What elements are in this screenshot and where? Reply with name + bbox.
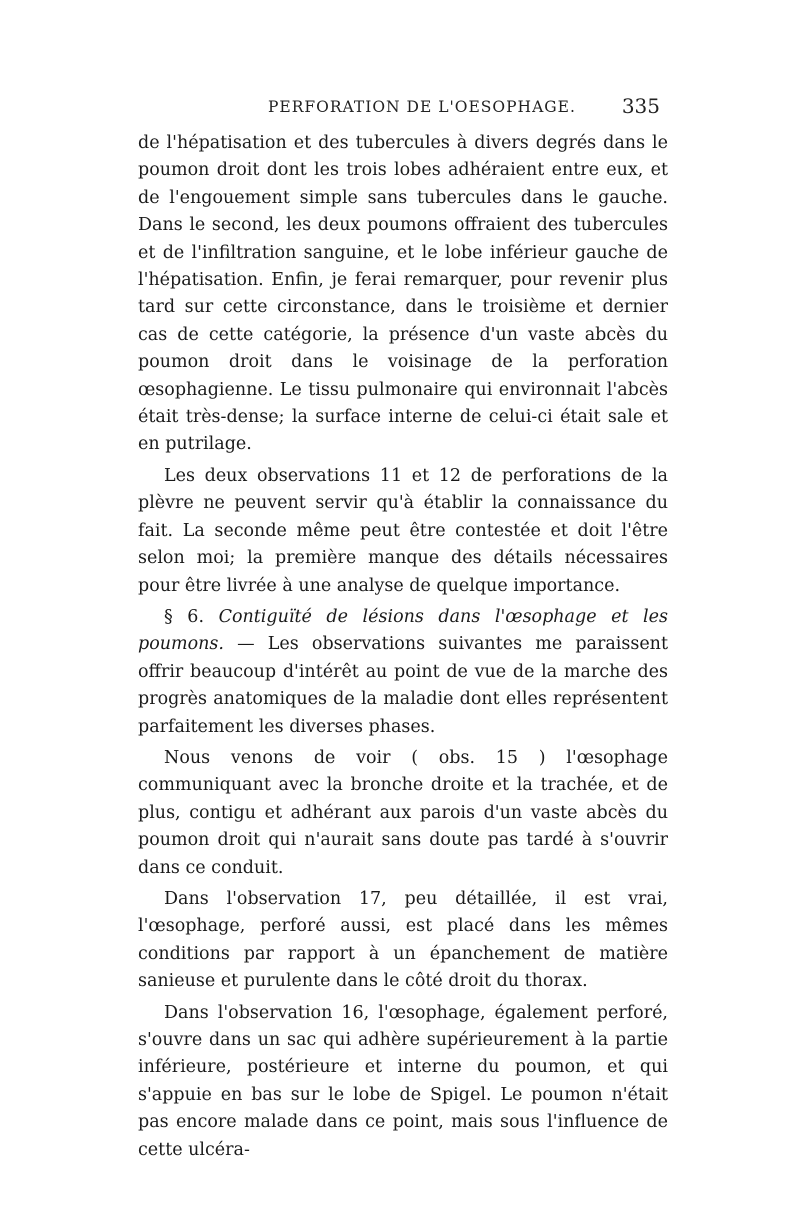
section-paragraph [138,604,668,741]
page-header [140,94,660,122]
paragraph: Dans l'observation 17, peu détaillée, il est vrai, l'œsophage, perforé aussi, est placé dans les mêmes conditions par rapport à un épanchement de matière sanieuse et purulente dans le côté droit du thorax. [138,888,668,992]
section-title: Contiguïté de lésions dans l'œsophage et les poumons. [138,606,668,655]
section-number: § 6. [164,606,205,627]
paragraph: Nous venons de voir ( obs. 15 ) l'œsophage communiquant avec la bronche droite et la trachée, et de plus, contigu et adhérant aux parois d'un vaste abcès du poumon droit qui n'aurait sans doute pas tardé à s'ouvrir dans ce conduit. [138,747,668,878]
page-number: 335 [621,94,660,118]
section-body: — Les observations suivantes me paraissent offrir beaucoup d'intérêt au point de vue de la marche des progrès anatomiques de la maladie dont elles représentent parfaitement les diverses phases. [138,634,668,737]
paragraph: Dans l'observation 16, l'œsophage, également perforé, s'ouvre dans un sac qui adhère supérieurement à la partie inférieure, postérieure et interne du poumon, et qui s'appuie en bas sur le lobe de Spigel. Le poumon n'était pas encore malade dans ce point, mais sous l'influence de cette ulcéra- [138,1002,668,1160]
paragraph: Les deux observations 11 et 12 de perforations de la plèvre ne peuvent servir qu'à établir la connaissance du fait. La seconde même peut être contestée et doit l'être selon moi; la première manque des détails nécessaires pour être livrée à une analyse de quelque importance. [138,465,668,596]
running-title: PERFORATION DE L'OESOPHAGE. [268,98,576,116]
body-text [138,130,668,1164]
paragraph: de l'hépatisation et des tubercules à divers degrés dans le poumon droit dont les trois lobes adhéraient entre eux, et de l'engouement simple sans tubercules dans le gauche. Dans le second, les deux poumons offraient des tubercules et de l'infiltration sanguine, et le lobe inférieur gauche de l'hépatisation. Enfin, je ferai remarquer, pour revenir plus tard sur cette circonstance, dans le troisième et dernier cas de cette catégorie, la présence d'un vaste abcès du poumon droit dans le voisinage de la perforation œsophagienne. Le tissu pulmonaire qui environnait l'abcès était très-dense; la surface interne de celui-ci était sale et en putrilage. [138,133,668,455]
